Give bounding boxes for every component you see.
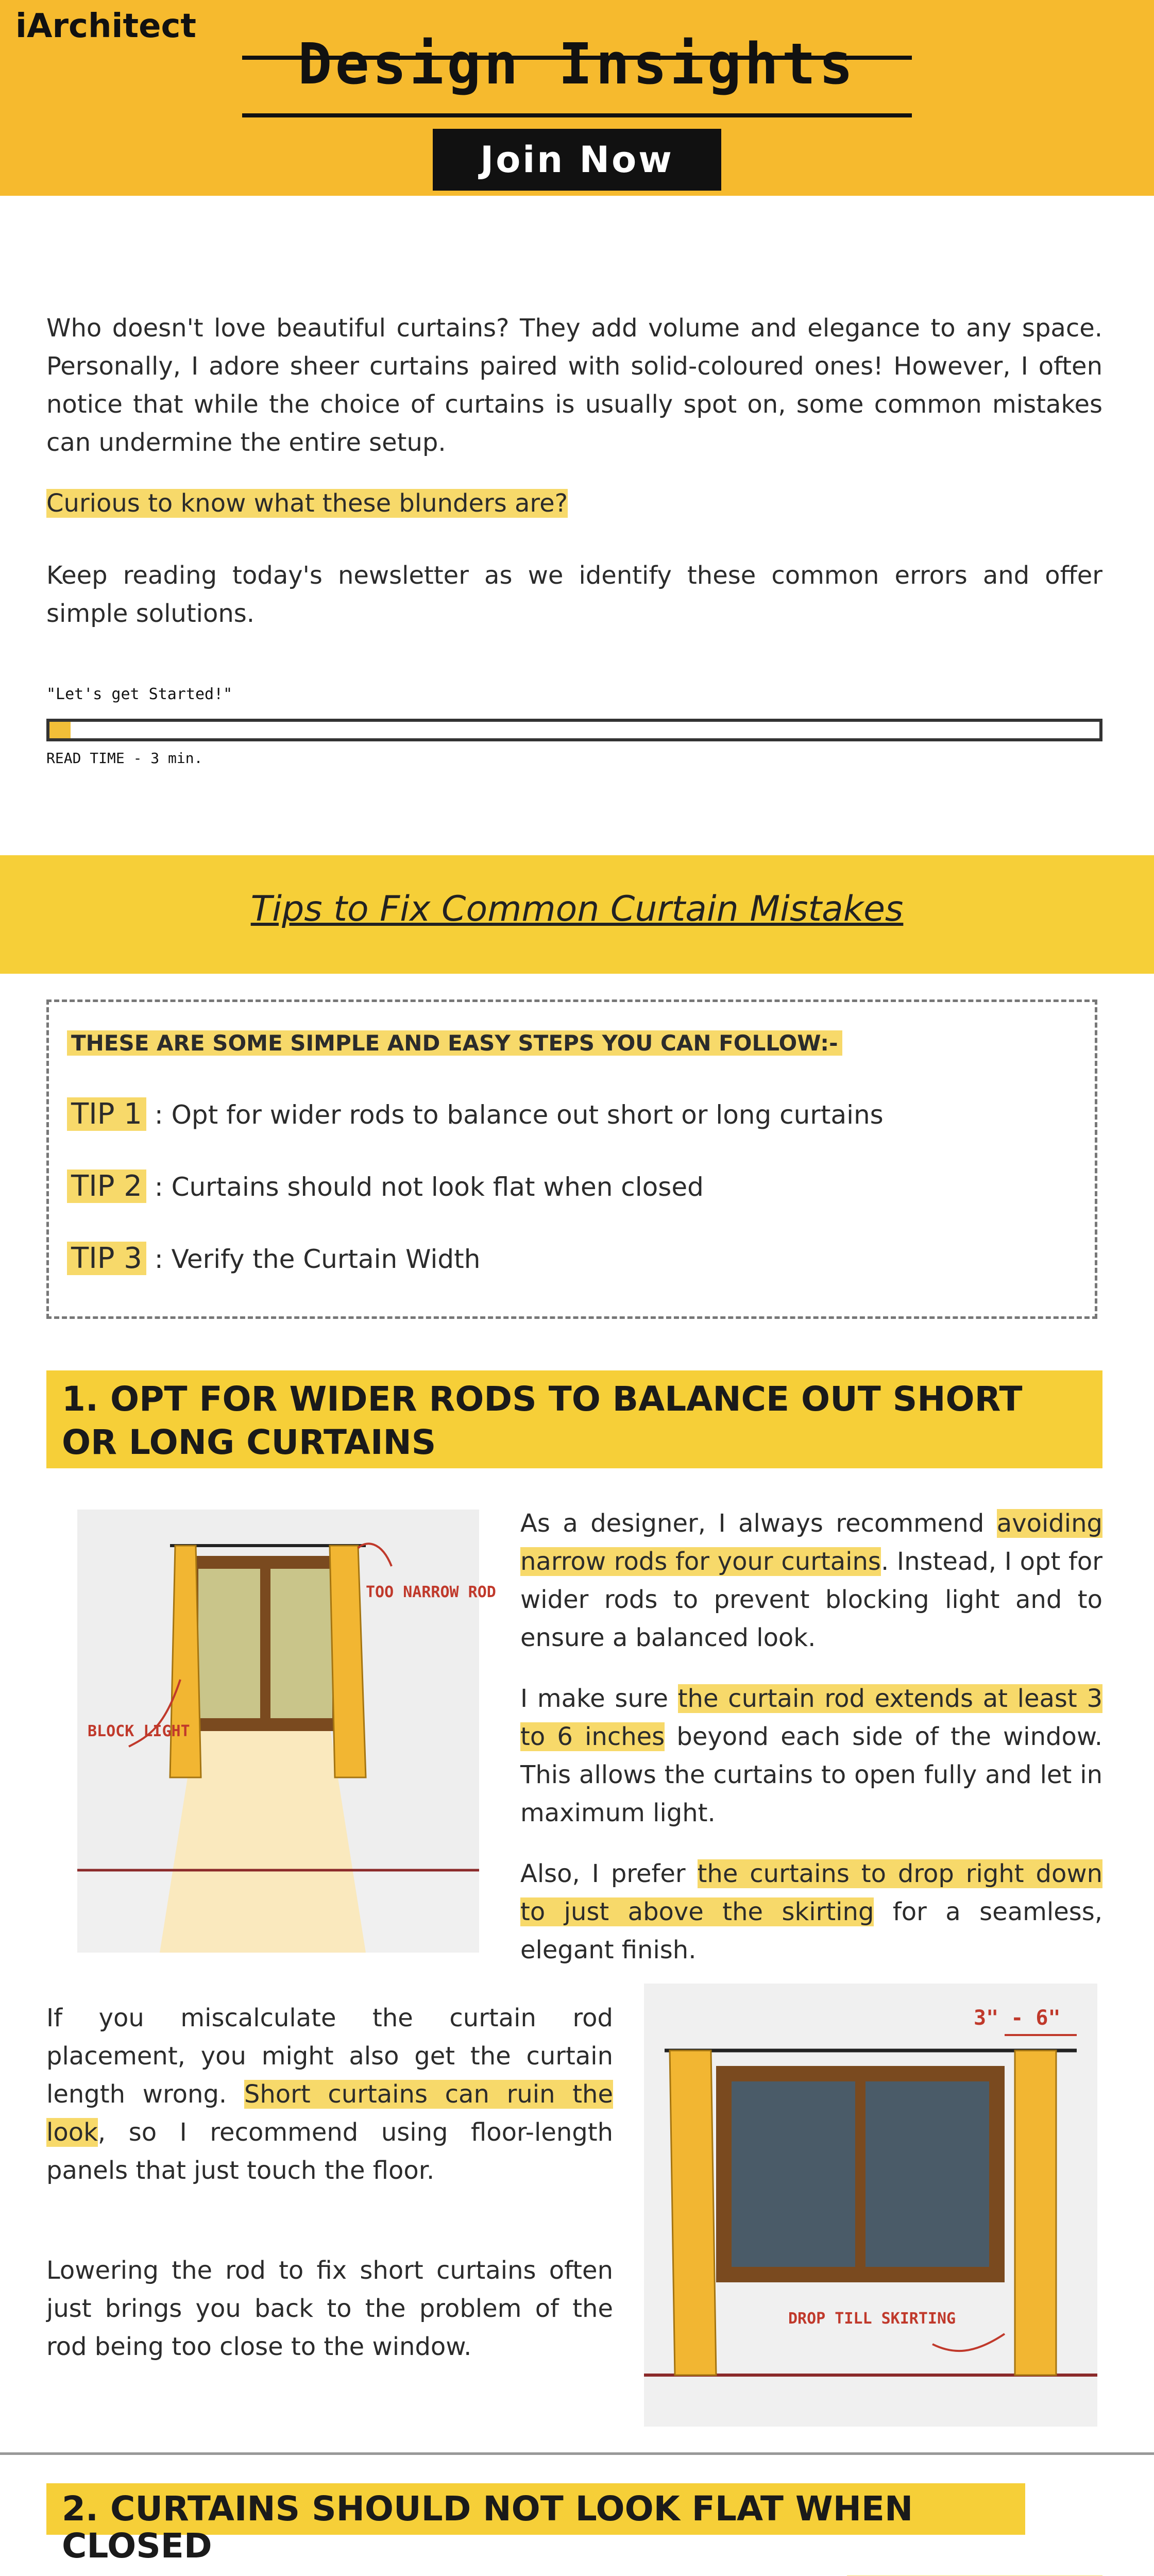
- intro-question-text: Curious to know what these blunders are?: [46, 489, 568, 518]
- tips-heading: THESE ARE SOME SIMPLE AND EASY STEPS YOU CAN FOLLOW:-: [67, 1030, 842, 1056]
- reading-progress-bar: [46, 719, 1102, 741]
- section-1-paragraph-4: If you miscalculate the curtain rod placement, you might also get the curtain length wrong. Short curtains can ruin the look, so I recommend using floor-length panels that just touch the floor.: [46, 2004, 613, 2185]
- section-1-paragraph-1: As a designer, I always recommend avoiding narrow rods for your curtains. Instead, I opt for wider rods to prevent blocking light and to ensure a balanced look.: [520, 1509, 1102, 1652]
- narrow-rod-annotation: TOO NARROW ROD: [366, 1583, 496, 1601]
- intro-paragraph: Who doesn't love beautiful curtains? They add volume and elegance to any space. Personally, I adore sheer curtains paired with solid-coloured ones! However, I often notice that while the choice of curtains is usually spot on, some common mistakes can undermine the entire setup.: [46, 314, 1102, 457]
- tip-text: : Opt for wider rods to balance out short or long curtains: [154, 1100, 884, 1130]
- tip-item: [67, 1097, 884, 1131]
- tips-banner-title: Tips to Fix Common Curtain Mistakes: [250, 889, 904, 929]
- tip-text: : Verify the Curtain Width: [154, 1244, 481, 1274]
- section-2-paragraph-1: [510, 2571, 1102, 2576]
- join-now-button[interactable]: Join Now: [433, 129, 721, 191]
- drop-till-skirting-annotation: DROP TILL SKIRTING: [788, 2310, 956, 2328]
- section-1-paragraph-2: I make sure the curtain rod extends at least 3 to 6 inches beyond each side of the window. This allows the curtains to open fully and let in maximum light.: [520, 1684, 1102, 1827]
- tip-item: [67, 1242, 480, 1275]
- section-1-heading: 1. OPT FOR WIDER RODS TO BALANCE OUT SHORT OR LONG CURTAINS: [46, 1370, 1102, 1468]
- tip-item: [67, 1170, 704, 1203]
- read-time-label: READ TIME - 3 min.: [46, 750, 203, 767]
- wide-rod-illustration: [644, 1984, 1097, 2427]
- section-1-paragraph-3: Also, I prefer the curtains to drop right down to just above the skirting for a seamless, elegant finish.: [520, 1859, 1103, 1964]
- tip-label: TIP 1: [67, 1097, 146, 1131]
- tip-label: TIP 2: [67, 1170, 146, 1203]
- section-1-paragraph-5: Lowering the rod to fix short curtains often just brings you back to the problem of the rod being too close to the window.: [46, 2256, 613, 2361]
- narrow-rod-illustration: [77, 1510, 496, 1953]
- intro-cta-paragraph: Keep reading today's newsletter as we identify these common errors and offer simple solutions.: [46, 561, 1102, 628]
- rod-extension-annotation: 3" - 6": [974, 2006, 1061, 2030]
- block-light-annotation: BLOCK LIGHT: [88, 1722, 190, 1740]
- tip-text: : Curtains should not look flat when closed: [154, 1172, 704, 1202]
- section-divider: [0, 2452, 1154, 2455]
- title-rule-bottom: [242, 113, 912, 117]
- newsletter-title: Design Insights: [298, 31, 856, 97]
- brand-logo: iArchitect: [15, 7, 196, 45]
- reading-progress-fill: [49, 722, 71, 738]
- tip-label: TIP 3: [67, 1242, 146, 1275]
- intro-question: [46, 484, 568, 522]
- progress-caption: "Let's get Started!": [46, 685, 233, 703]
- section-2-heading: 2. CURTAINS SHOULD NOT LOOK FLAT WHEN CLOSED: [46, 2483, 1025, 2535]
